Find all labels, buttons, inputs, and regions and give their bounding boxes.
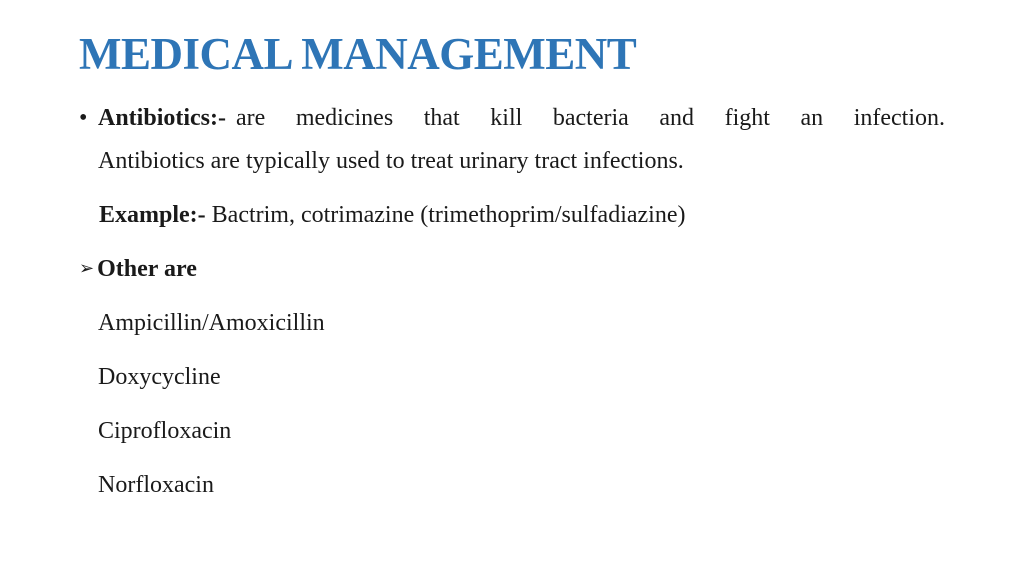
antibiotics-term: Antibiotics:- [98, 105, 226, 131]
drug-item: Norfloxacin [98, 472, 214, 498]
other-label: Other are [97, 256, 197, 282]
slide-title: MEDICAL MANAGEMENT [79, 29, 637, 79]
antibiotics-bullet [79, 103, 945, 133]
example-line [99, 200, 685, 230]
other-heading [79, 254, 197, 286]
antibiotics-line-1 [98, 103, 945, 133]
drug-item: Ampicillin/Amoxicillin [98, 310, 325, 336]
example-label: Example:- [99, 202, 206, 228]
antibiotics-definition: are medicines that kill bacteria and fight an infection. [236, 105, 945, 131]
bullet-dot-icon: • [79, 105, 88, 131]
arrow-bullet-icon: ➢ [79, 258, 95, 279]
antibiotics-line-2: Antibiotics are typically used to treat urinary tract infections. [98, 148, 684, 174]
drug-item: Ciprofloxacin [98, 418, 232, 444]
example-text: Bactrim, cotrimazine (trimethoprim/sulfadiazine) [205, 202, 686, 228]
drug-item: Doxycycline [98, 364, 221, 390]
